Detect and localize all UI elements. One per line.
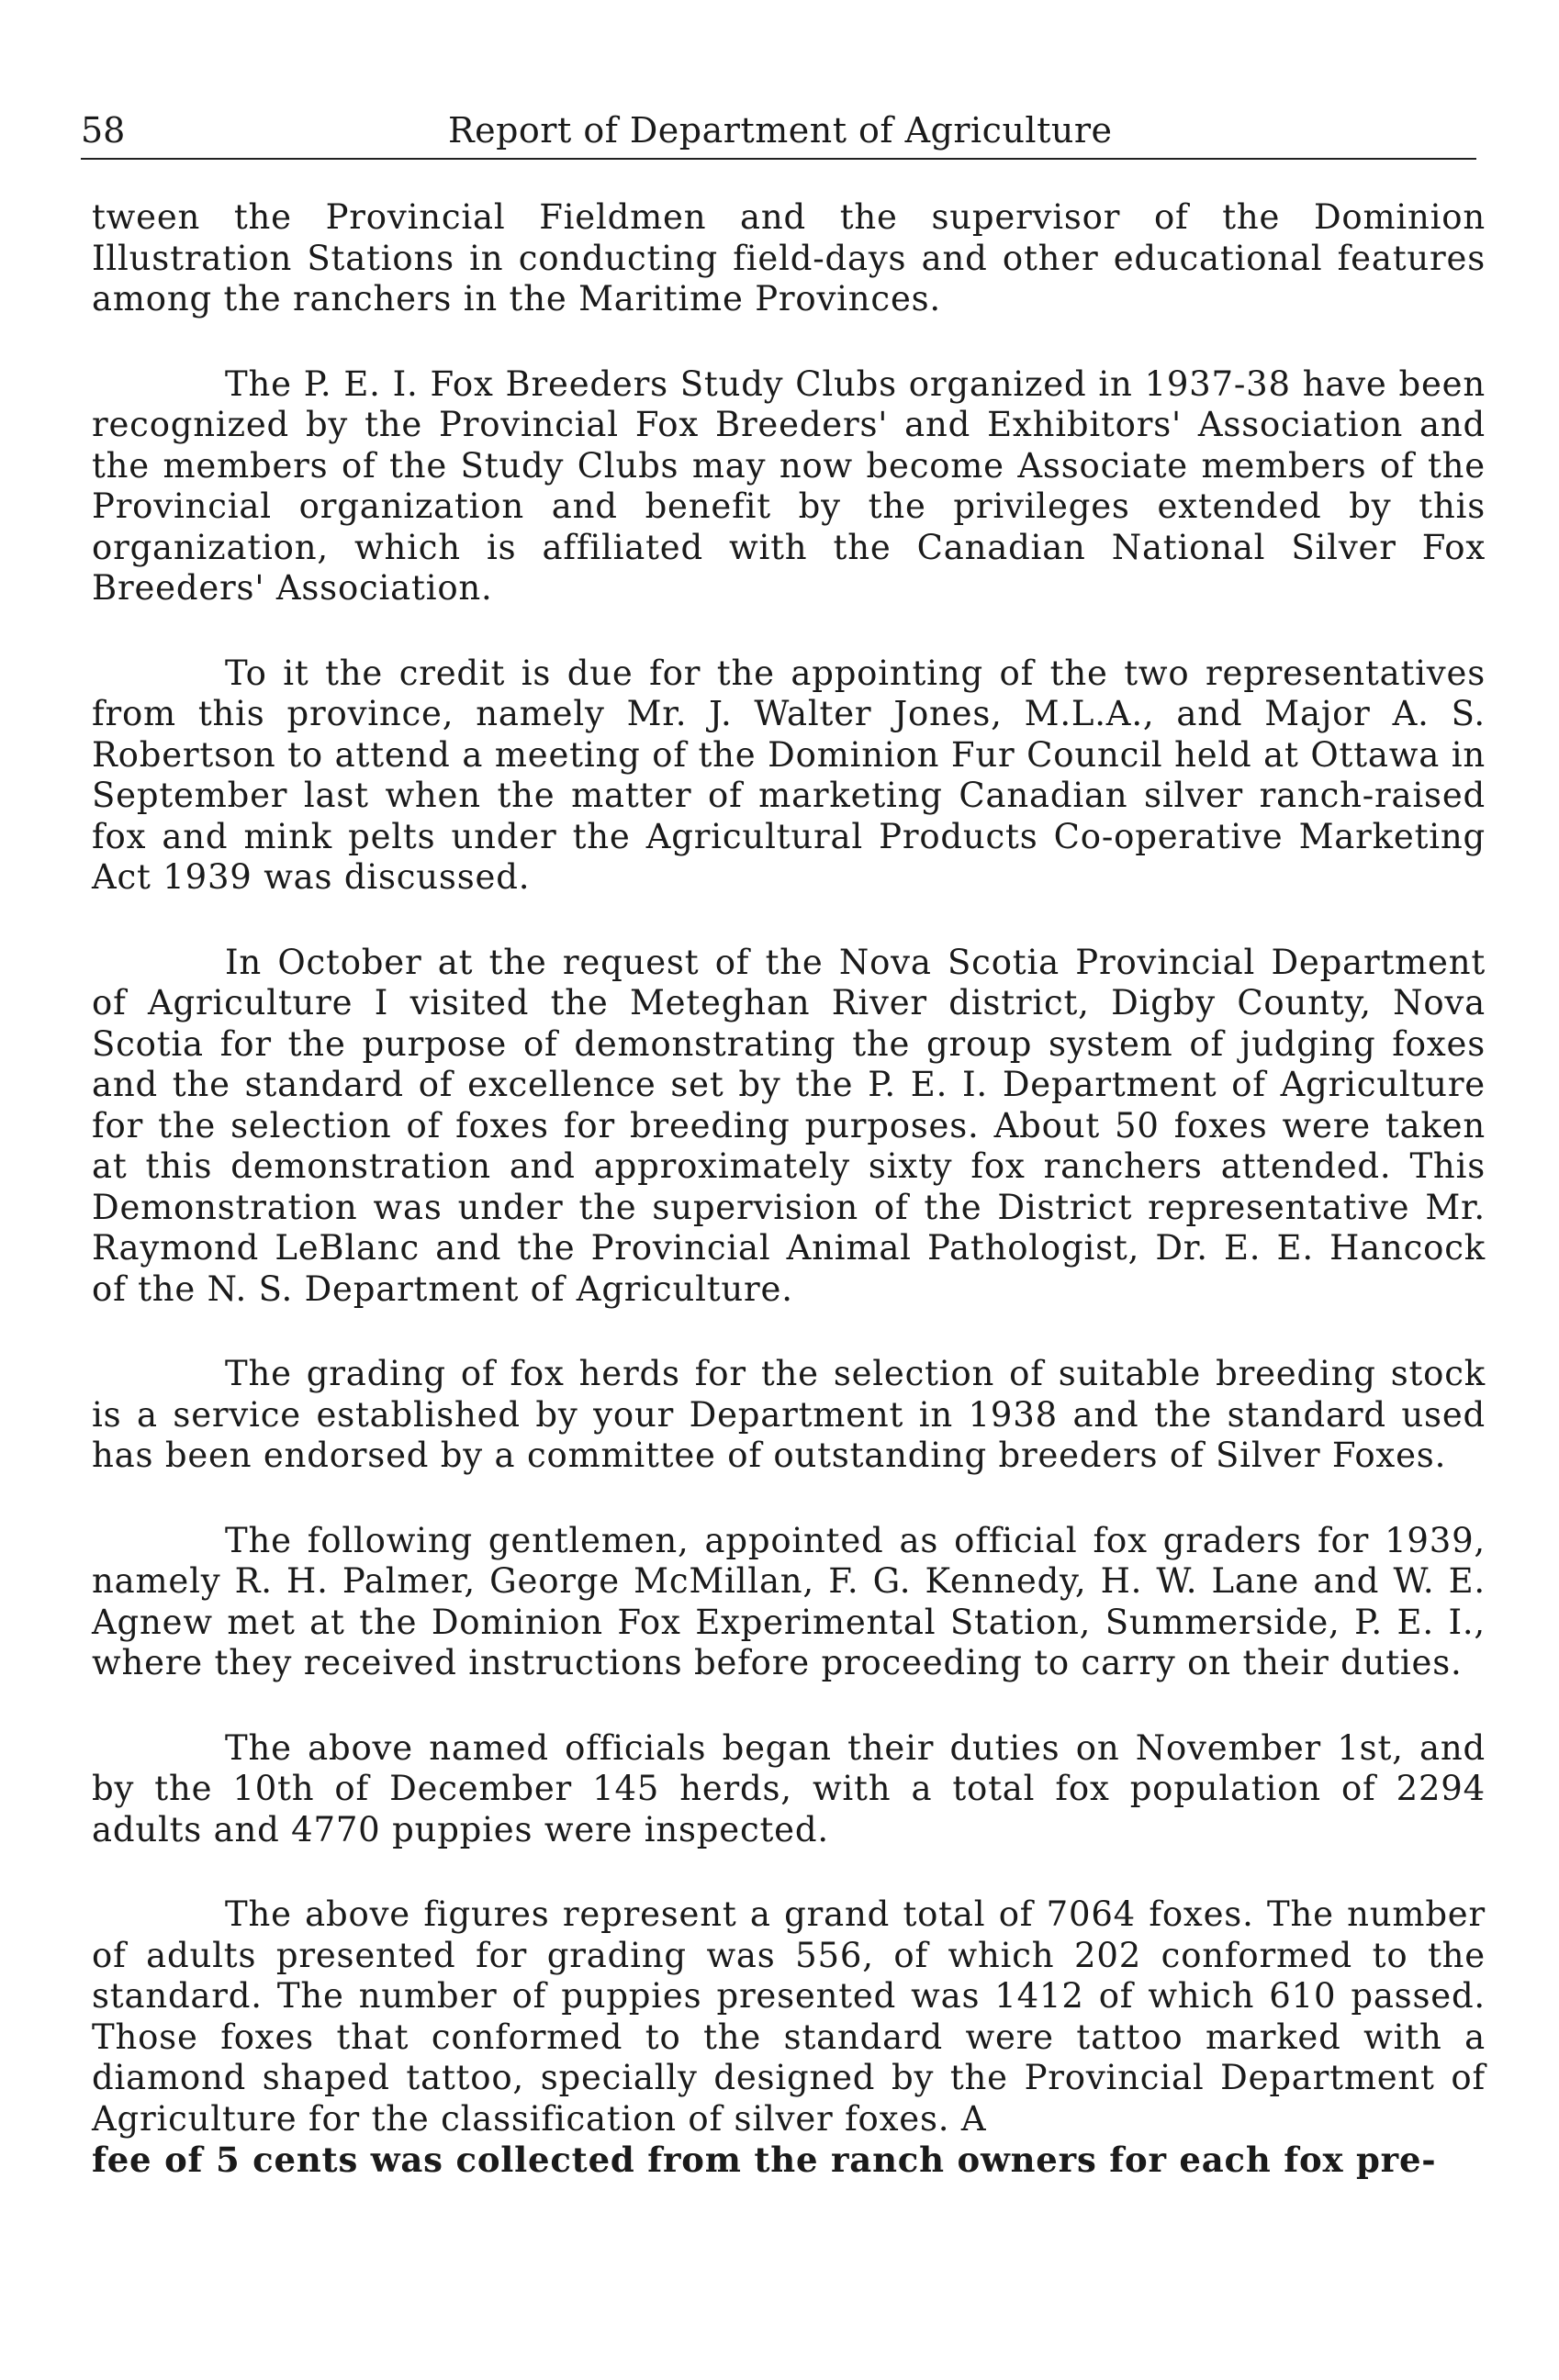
paragraph-grading-service: The grading of fox herds for the selection of suitable breeding stock is a service established by your Department in 1938 and the standard used has been endorsed by a committee of outstanding breeders of Silver Foxes. [92, 1354, 1486, 1475]
paragraph-official-graders: The following gentlemen, appointed as official fox graders for 1939, namely R. H. Palmer, George McMillan, F. G. Kennedy, H. W. Lane and W. E. Agnew met at the Dominion Fox Experimental Station, Summerside, P. E. I., where they received instructions before proceeding to carry on their duties. [92, 1520, 1486, 1682]
paragraph-fur-council: To it the credit is due for the appointing of the two representatives from this province, namely Mr. J. Walter Jones, M.L.A., and Major A. S. Robertson to attend a meeting of the Dominion Fur Council held at Ottawa in September last when the matter of marketing Canadian silver ranch-raised fox and mink pelts under the Agricultural Products Co-operative Marketing Act 1939 was discussed. [92, 653, 1486, 897]
body-text [92, 197, 1486, 2182]
paragraph-continuation: tween the Provincial Fieldmen and the supervisor of the Dominion Illustration Stations in conducting field-days and other educational features among the ranchers in the Maritime Provinces. [92, 197, 1486, 318]
grand-total-text: The above figures represent a grand total of 7064 foxes. The number of adults presented for grading was 556, of which 202 conformed to the standard. The number of puppies presented was 1412 of which 610 passed. Those foxes that conformed to the standard were tattoo marked with a diamond shaped tattoo, specially designed by the Provincial Department of Agriculture for the classification of silver foxes. A [92, 1894, 1486, 2139]
paragraph-nova-scotia-demonstration: In October at the request of the Nova Scotia Provincial Department of Agriculture I visited the Meteghan River district, Digby County, Nova Scotia for the purpose of demonstrating the group system of judging foxes and the standard of excellence set by the P. E. I. Department of Agriculture for the selection of foxes for breeding purposes. About 50 foxes were taken at this demonstration and approximately sixty fox ranchers attended. This Demonstration was under the supervision of the District representative Mr. Raymond LeBlanc and the Provincial Animal Pathologist, Dr. E. E. Hancock of the N. S. Department of Agriculture. [92, 942, 1486, 1309]
paragraph-grand-total [92, 1894, 1486, 2182]
paragraph-study-clubs: The P. E. I. Fox Breeders Study Clubs organized in 1937-38 have been recognized by the Provincial Fox Breeders' and Exhibitors' Association and the members of the Study Clubs may now become Associate members of the Provincial organization and benefit by the privileges extended by this organization, which is affiliated with the Canadian National Silver Fox Breeders' Association. [92, 363, 1486, 608]
fee-line: fee of 5 cents was collected from the ranch owners for each fox pre- [92, 2140, 1437, 2180]
paragraph-inspection-dates: The above named officials began their duties on November 1st, and by the 10th of December 145 herds, with a total fox population of 2294 adults and 4770 puppies were inspected. [92, 1727, 1486, 1849]
running-title: Report of Department of Agriculture [448, 110, 1113, 151]
page-number: 58 [81, 110, 126, 151]
header-rule [81, 158, 1476, 160]
page-header [81, 103, 1476, 158]
